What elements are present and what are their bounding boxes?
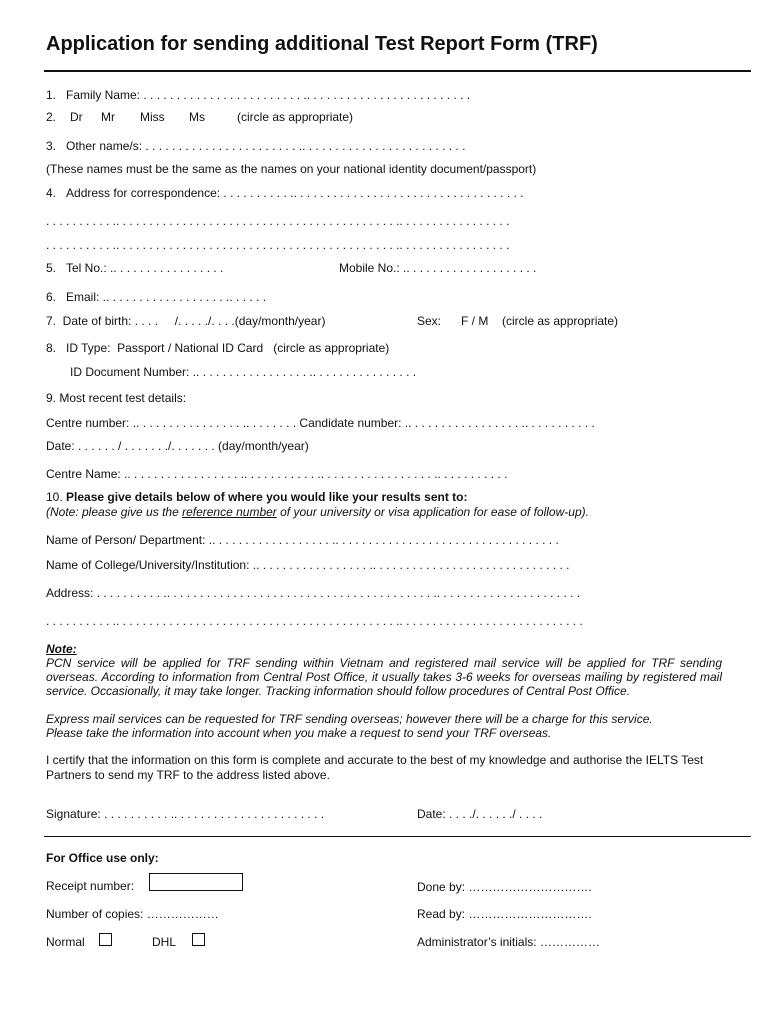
certification-text: I certify that the information on this form is complete and accurate to the best of my knowledge and authorise the IELTS Test Partners to send my TRF to the address listed above.: [46, 753, 704, 782]
centre-candidate-field[interactable]: Centre number: .. . . . . . . . . . . . . . . . .. . . . . . . . Candidate number: .. . . . . . . . . . . . . . . . . .. . . . . . . . . . .: [46, 416, 595, 430]
other-names-field[interactable]: 3. Other name/s: . . . . . . . . . . . . . . . . . . . . . . . .. . . . . . . . . . . . . . . . . . . . . . . . .: [46, 139, 466, 153]
dhl-checkbox[interactable]: [192, 933, 205, 946]
id-number-field[interactable]: ID Document Number: .. . . . . . . . . . . . . . . . . .. . . . . . . . . . . . . . . .: [70, 365, 417, 379]
address-line-1[interactable]: . . . . . . . . . . .. . . . . . . . . . . . . . . . . . . . . . . . . . . . . . . . . . . . . . . . . . .. . . . . . . . . . . . . . . . .: [46, 214, 510, 228]
results-heading: [46, 490, 467, 504]
mobile-field[interactable]: Mobile No.: .. . . . . . . . . . . . . . . . . . . .: [339, 261, 537, 275]
receipt-label: Receipt number:: [46, 879, 135, 893]
done-by-field[interactable]: Done by: ………………………….: [417, 880, 592, 894]
receipt-number-box[interactable]: [149, 873, 243, 891]
reference-number-text: reference number: [182, 505, 277, 519]
title-option-dr[interactable]: Dr: [70, 110, 83, 124]
sex-circle-note: (circle as appropriate): [502, 314, 619, 328]
sex-label: Sex:: [417, 314, 442, 328]
address-line-2[interactable]: . . . . . . . . . . .. . . . . . . . . . . . . . . . . . . . . . . . . . . . . . . . . . . . . . . . . . .. . . . . . . . . . . . . . . . .: [46, 238, 510, 252]
sex-options[interactable]: F / M: [461, 314, 489, 328]
copies-field[interactable]: Number of copies: ………………: [46, 907, 219, 921]
form-title: Application for sending additional Test Report Form (TRF): [46, 33, 598, 55]
dob-field[interactable]: 7. Date of birth: . . . . /. . . . ./. . . .(day/month/year): [46, 314, 326, 328]
note-heading: Note:: [46, 642, 77, 656]
dhl-label: DHL: [152, 935, 177, 949]
title-circle-note: (circle as appropriate): [237, 110, 354, 124]
results-note: (Note: please give us the reference number of your university or visa application for ease of follow-up).: [46, 505, 589, 519]
recent-test-heading: 9. Most recent test details:: [46, 391, 187, 405]
read-by-field[interactable]: Read by: ………………………….: [417, 907, 592, 921]
college-field[interactable]: Name of College/University/Institution: .. . . . . . . . . . . . . . . . . .. . . . . . . . . . . . . . . . . . . . . . . . . . . . . .: [46, 558, 570, 572]
signature-date-field[interactable]: Date: . . . ./. . . . . ./ . . . .: [417, 807, 543, 821]
destination-address-line[interactable]: . . . . . . . . . . .. . . . . . . . . . . . . . . . . . . . . . . . . . . . . . . . . . . . . . . . . . .. . . . . . . . . . . . . . . . . . . . . . . . . . . .: [46, 614, 583, 628]
title-num: 2.: [46, 110, 57, 124]
signature-field[interactable]: Signature: . . . . . . . . . . .. . . . . . . . . . . . . . . . . . . . . . .: [46, 807, 325, 821]
normal-checkbox[interactable]: [99, 933, 112, 946]
title-option-ms[interactable]: Ms: [189, 110, 205, 124]
test-date-field[interactable]: Date: . . . . . . / . . . . . . ./. . . . . . . (day/month/year): [46, 439, 309, 453]
office-divider: [44, 836, 751, 837]
results-heading-text: Please give details below of where you would like your results sent to:: [66, 490, 468, 504]
office-heading: For Office use only:: [46, 851, 159, 865]
note-paragraph-2: Express mail services can be requested for TRF sending overseas; however there will be a charge for this service.: [46, 712, 653, 726]
centre-name-field[interactable]: Centre Name: .. . . . . . . . . . . . . . . . . .. . . . . . . . . . . .. . . . . . . . . . . . . . . . . .. . . . . . . . . . .: [46, 467, 508, 481]
address-field[interactable]: 4. Address for correspondence: . . . . . . . . . . .. . . . . . . . . . . . . . . . . . . . . . . . . . . . . . . . . . .: [46, 186, 524, 200]
id-type-field[interactable]: 8. ID Type: Passport / National ID Card (circle as appropriate): [46, 341, 390, 355]
person-department-field[interactable]: Name of Person/ Department: .. . . . . . . . . . . . . . . . . . .. . . . . . . . . . . . . . . . . . . . . . . . . . . . . . . . . .: [46, 533, 559, 547]
title-option-mr[interactable]: Mr: [101, 110, 115, 124]
title-divider: [44, 70, 751, 72]
email-field[interactable]: 6. Email: .. . . . . . . . . . . . . . . . . . .. . . . . .: [46, 290, 267, 304]
names-note: (These names must be the same as the names on your national identity document/passport): [46, 162, 537, 176]
results-number: 10.: [46, 490, 63, 504]
admin-initials-field[interactable]: Administrator’s initials: ……………: [417, 935, 600, 949]
destination-address-field[interactable]: Address: . . . . . . . . . . .. . . . . . . . . . . . . . . . . . . . . . . . . . . . . . . . . . . . . . . . .. . . . . . . . . . . . . . . . . . . . . .: [46, 586, 581, 600]
family-name-field[interactable]: 1. Family Name: . . . . . . . . . . . . . . . . . . . . . . . . .. . . . . . . . . . . . . . . . . . . . . . . . .: [46, 88, 471, 102]
normal-label: Normal: [46, 935, 85, 949]
tel-field[interactable]: 5. Tel No.: .. . . . . . . . . . . . . . . . .: [46, 261, 224, 275]
note-paragraph-1: PCN service will be applied for TRF sending within Vietnam and registered mail service will be applied for TRF sending overseas. According to information from Central Post Office, it usually takes 3-6 weeks for overseas mailing by registered mail service. Occasionally, it may take longer. Tracking information should follow procedures of Central Post Office.: [46, 656, 722, 698]
title-option-miss[interactable]: Miss: [140, 110, 165, 124]
note-paragraph-3: Please take the information into account when you make a request to send your TRF overseas.: [46, 726, 552, 740]
